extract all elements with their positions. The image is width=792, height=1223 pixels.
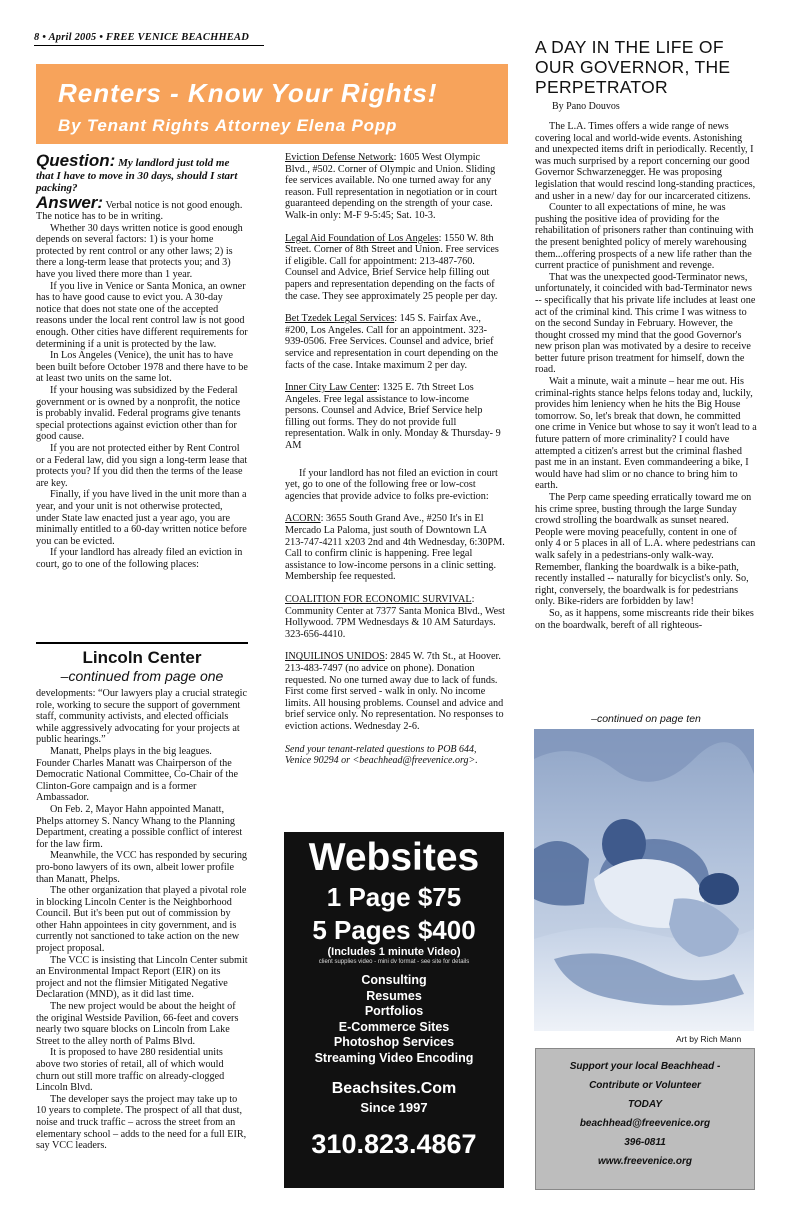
beach-illustration: [534, 729, 754, 1031]
banner-title: Renters - Know Your Rights!: [58, 78, 438, 108]
ad-since: Since 1997: [360, 1100, 428, 1115]
governor-paragraph: Counter to all expectations of mine, he was pushing the positive idea of providing for the rehabilitation of prisoners rather than continuing with the present benighted policy of merely warehousing them...offering prospects of a new life rather than the current practice of punishment and revenge.: [535, 202, 754, 272]
support-line: Contribute or Volunteer: [589, 1080, 701, 1091]
agency-entry: [285, 513, 505, 583]
ad-website: Beachsites.Com: [331, 1080, 457, 1097]
answer-paragraph: If your landlord has already filed an eviction in court, go to one of the following places:: [36, 547, 243, 570]
ad-service-item: Photoshop Services: [333, 1035, 455, 1049]
headline-line: PERPETRATOR: [535, 77, 668, 97]
ad-headline: Websites: [308, 836, 480, 879]
agency-entry: [285, 651, 505, 732]
answer-paragraph: If your housing was subsidized by the Federal government or is owned by a nonprofit, the notice is probably invalid. Federal programs give tenants special protections against eviction other than for good cause.: [36, 385, 241, 443]
resource-text: : 1325 E. 7th Street Los Angeles. Free legal assistance to low-income persons. Counsel and Advice, Brief Service help filling out forms. They do not provide full representation. Walk in only. Monday & Thursday- 9 AM: [285, 382, 501, 452]
governor-paragraph: The Perp came speeding erratically toward me on his crime spree, busting through the large Sunday crowd strolling the boardwalk as sunset neared. People were moving peacefully, content in one of only 4 or 5 places in all of L.A. where pedestrians can walk safely in a pedestrians-only walk-way. Remember, flanking the boardwalk is a bike-path, recently installed -- naturally for bicyclist's only. So, right, conversely, the boardwalk is for pedestrians only. Bike-riders are forbidden by law!: [535, 492, 756, 608]
resource-name: Inner City Law Center: [285, 382, 377, 394]
support-line: Support your local Beachhead -: [569, 1061, 721, 1072]
resource-text: : 145 S. Fairfax Ave., #200, Los Angeles. Call for an appointment. 323-939-0506. Free Services. Counsel and advice, brief service and representation in court depending on the facts of the case. Intake maximum 2 per day.: [285, 313, 499, 371]
support-line: TODAY: [627, 1099, 663, 1110]
ad-phone: 310.823.4867: [311, 1129, 477, 1159]
governor-headline: [535, 37, 760, 97]
resource-name: Legal Aid Foundation of Los Angeles: [285, 232, 439, 244]
answer-paragraph: If you live in Venice or Santa Monica, an owner has to have good cause to evict you. A 30-day notice that does not state one of the accepted reasons under the local rent control law is not good enough. Other cities have different requirements for determining if a unit is protected by the law.: [36, 280, 248, 350]
answer-first-text: Verbal notice is not good enough. The notice has to be in writing.: [36, 199, 243, 223]
support-email[interactable]: beachhead@freevenice.org: [579, 1118, 711, 1129]
ad-fine-print: client supplies video - mini dv format - see site for details: [318, 959, 470, 965]
agency-name: COALITION FOR ECONOMIC SURVIVAL: [285, 594, 472, 605]
agency-name: INQUILINOS UNIDOS: [285, 651, 385, 663]
headline-line: OUR GOVERNOR, THE: [535, 57, 731, 77]
resource-name: Bet Tzedek Legal Services: [285, 313, 395, 325]
ad-service-item: E-Commerce Sites: [338, 1019, 450, 1034]
lincoln-continued-from: –continued from page one: [60, 668, 224, 684]
lincoln-paragraph: On Feb. 2, Mayor Hahn appointed Manatt, Phelps attorney S. Nancy Whang to the Planning Department, creating a possible conflict of interest for the law firm.: [36, 803, 243, 850]
lincoln-paragraph: Manatt, Phelps plays in the big leagues. Founder Charles Manatt was Chairperson of the Democratic National Committee, Co-Chair of the Clinton-Gore campaign and is a former Ambassador.: [36, 745, 238, 804]
headline-line: A DAY IN THE LIFE OF: [535, 37, 724, 57]
answer-first: [36, 192, 248, 223]
agency-text: : 3655 South Grand Ave., #250 It's in El Mercado La Paloma, just south of Downtown LA 213-747-4211 x203 2nd and 4th Wednesday, 6:30PM. Call to confirm clinic is happening. Free legal assistance to low-income persons in a clinic setting. Membership fee requested.: [285, 513, 505, 583]
answer-paragraph: Finally, if you have lived in the unit more than a year, and your unit is not otherwise protected, under State law enacted just a year ago, you are minimally entitled to a 60-day written notice before you can be evicted.: [36, 489, 247, 547]
answer-paragraph: If you are not protected either by Rent Control or a Federal law, did you sign a long-term lease that protects you? If you did then the terms of the lease are key.: [36, 442, 248, 489]
agency-text: : Community Center at 7377 Santa Monica Blvd., West Hollywood. 7PM Wednesdays & 10 AM Saturdays. 323-656-4410.: [285, 594, 505, 640]
resource-entry: [285, 152, 505, 222]
section-divider: [36, 642, 248, 644]
support-phone: 396-0811: [624, 1137, 666, 1148]
resource-name: Eviction Defense Network: [285, 152, 394, 163]
lincoln-title: Lincoln Center: [82, 648, 202, 667]
resource-entry: [285, 313, 505, 371]
support-box: [535, 1048, 755, 1190]
resource-entry: [285, 233, 505, 303]
ad-service-item: Streaming Video Encoding: [314, 1050, 474, 1065]
websites-ad: [284, 832, 504, 1188]
banner-byline: By Tenant Rights Attorney Elena Popp: [58, 116, 398, 135]
ad-price-five-pages: 5 Pages $400: [312, 915, 476, 945]
lincoln-paragraph: developments: “Our lawyers play a crucial strategic role, working to secure the support of government staff, community activists, and elected officials while aggressively advocating for your projects at public hearings.”: [36, 688, 248, 746]
ad-services: [284, 973, 504, 1066]
question: [36, 151, 248, 195]
send-questions-note: Send your tenant-related questions to POB 644, Venice 90294 or <beachhead@freevenice.org>.: [285, 743, 478, 767]
answer-paragraph: In Los Angeles (Venice), the unit has to have been built before October 1978 and there have to be at least two units on the same lot.: [36, 350, 248, 385]
agency-name: ACORN: [285, 513, 321, 525]
answer-label: Answer:: [36, 192, 104, 212]
governor-byline: By Pano Douvos: [552, 101, 620, 112]
article-banner: [36, 64, 508, 144]
agency-text: : 2845 W. 7th St., at Hoover. 213-483-7497 (no advice on phone). Donation requested. No one turned away due to lack of funds. First come first served - walk in only. No income limits. All housing problems. Counsel and advice and brief service only. No representation. No responses to eviction actions. Wednesday 2-6.: [285, 651, 504, 732]
governor-continued: –continued on page ten: [591, 713, 701, 725]
lincoln-paragraph: The other organization that played a pivotal role in blocking Lincoln Center is the Neighborhood Council. But it's been put out of commission by other Hahn appointees in city government, and is currently not sanctioned to take action on the new project proposal.: [36, 885, 247, 955]
governor-paragraph: Wait a minute, wait a minute – hear me out. His criminal-rights stance helps felons today and, luckily, provides him leniency when he hits the Big House tomorrow. So, let's break that down, he committed one crime in Venice but whose to say it won't lead to a future pattern of more criminality? I could have attempted a citizen's arrest but the criminal flashed past me in an instant. Even commandeering a bike, I would have had slim or no chance to bring him to earth.: [535, 376, 757, 492]
lincoln-paragraph: Meanwhile, the VCC has responded by securing pro-bono lawyers of its own, albeit lower profile than Manatt, Phelps.: [36, 850, 248, 885]
lincoln-paragraph: It is proposed to have 280 residential units above two stories of retail, all of which would churn out still more traffic on already-clogged Lincoln Blvd.: [36, 1047, 225, 1094]
lincoln-paragraph: The developer says the project may take up to 10 years to complete. The prospect of all that dust, noise and truck traffic – across the street from an elementary school – adds to the need for a full EIR, say VCC leaders.: [36, 1093, 247, 1152]
not-filed-paragraph: If your landlord has not filed an eviction in court yet, go to one of the following free or low-cost agencies that provide advice to folks pre-eviction:: [285, 467, 498, 502]
governor-body: [535, 121, 757, 631]
support-website[interactable]: www.freevenice.org: [597, 1156, 693, 1167]
ad-service-item: Resumes: [366, 988, 422, 1003]
question-label: Question:: [36, 151, 116, 170]
resource-text: : 1550 W. 8th Street. Corner of 8th Street and Union. Free services if eligible. Call for appointment: 213-487-760. Counsel and Advice, Brief Service help filling out papers and representation depending on the facts of the case. They see approximately 25 people per day.: [285, 232, 499, 302]
governor-paragraph: The L.A. Times offers a wide range of news covering local and world-wide events. Astonishing and unexpected items drift in periodically. Recently, I was much surprised by a report concerning our good Governor Schwarzenegger. He was proposing legislation that would rescind long-standing practices, and usher in a new/ day for our incarcerated citizens.: [535, 121, 756, 202]
lincoln-paragraph: The VCC is insisting that Lincoln Center submit an Environmental Impact Report (EIR) on its project and not the flimsier Mitigated Negative Declaration (MND), as it did last time.: [36, 954, 248, 1001]
agency-entry: [285, 594, 505, 640]
ad-service-item: Consulting: [361, 973, 427, 987]
ad-price-one-page: 1 Page $75: [326, 882, 462, 912]
lincoln-paragraph: The new project would be about the height of the original Westside Pavilion, 66-feet and covers nearly two square blocks on Lincoln from Lake Street to the alley north of Palms Blvd.: [36, 1001, 239, 1047]
question-text: My landlord just told me that I have to move in 30 days, should I start packing?: [36, 157, 238, 194]
illustration-graphic: [534, 729, 754, 1031]
page-folio: 8 • April 2005 • FREE VENICE BEACHHEAD: [34, 32, 264, 46]
lincoln-column: [36, 688, 248, 1152]
governor-paragraph: That was the unexpected good-Terminator news, unfortunately, it coincided with bad-Terminator news -- specifically that his private life includes at least one act of the criminal kind. This crime I was witness to on the second Sunday in February. However, the thought crossed my mind that the good Governor's new prison plan was motivated by a desire to receive better future prison treatment for himself, down the road.: [535, 271, 756, 376]
renters-column-1: [36, 151, 248, 571]
answer-paragraph: Whether 30 days written notice is good enough depends on several factors: 1) is your home protected by rent control or any other laws; 2) is there a long-term lease that protects you; and 3) have you lived there more than 1 year.: [36, 222, 243, 281]
resource-text: : 1605 West Olympic Blvd., #502. Corner of Olympic and Union. Sliding fee services available. No one turned away for any reason. Full representation in negotiation or in court guaranteed depending on the strength of your case. Walk-in only: M-F 9-5:45; Sat. 10-3.: [285, 152, 498, 221]
ad-includes: (Includes 1 minute Video): [327, 946, 461, 958]
governor-paragraph: So, as it happens, some miscreants ride their bikes on the boardwalk, bereft of all righteous-: [535, 607, 754, 631]
renters-column-2: [285, 152, 505, 767]
resource-entry: [285, 382, 505, 452]
ad-service-item: Portfolios: [364, 1004, 424, 1018]
illustration-credit: Art by Rich Mann: [676, 1034, 742, 1044]
